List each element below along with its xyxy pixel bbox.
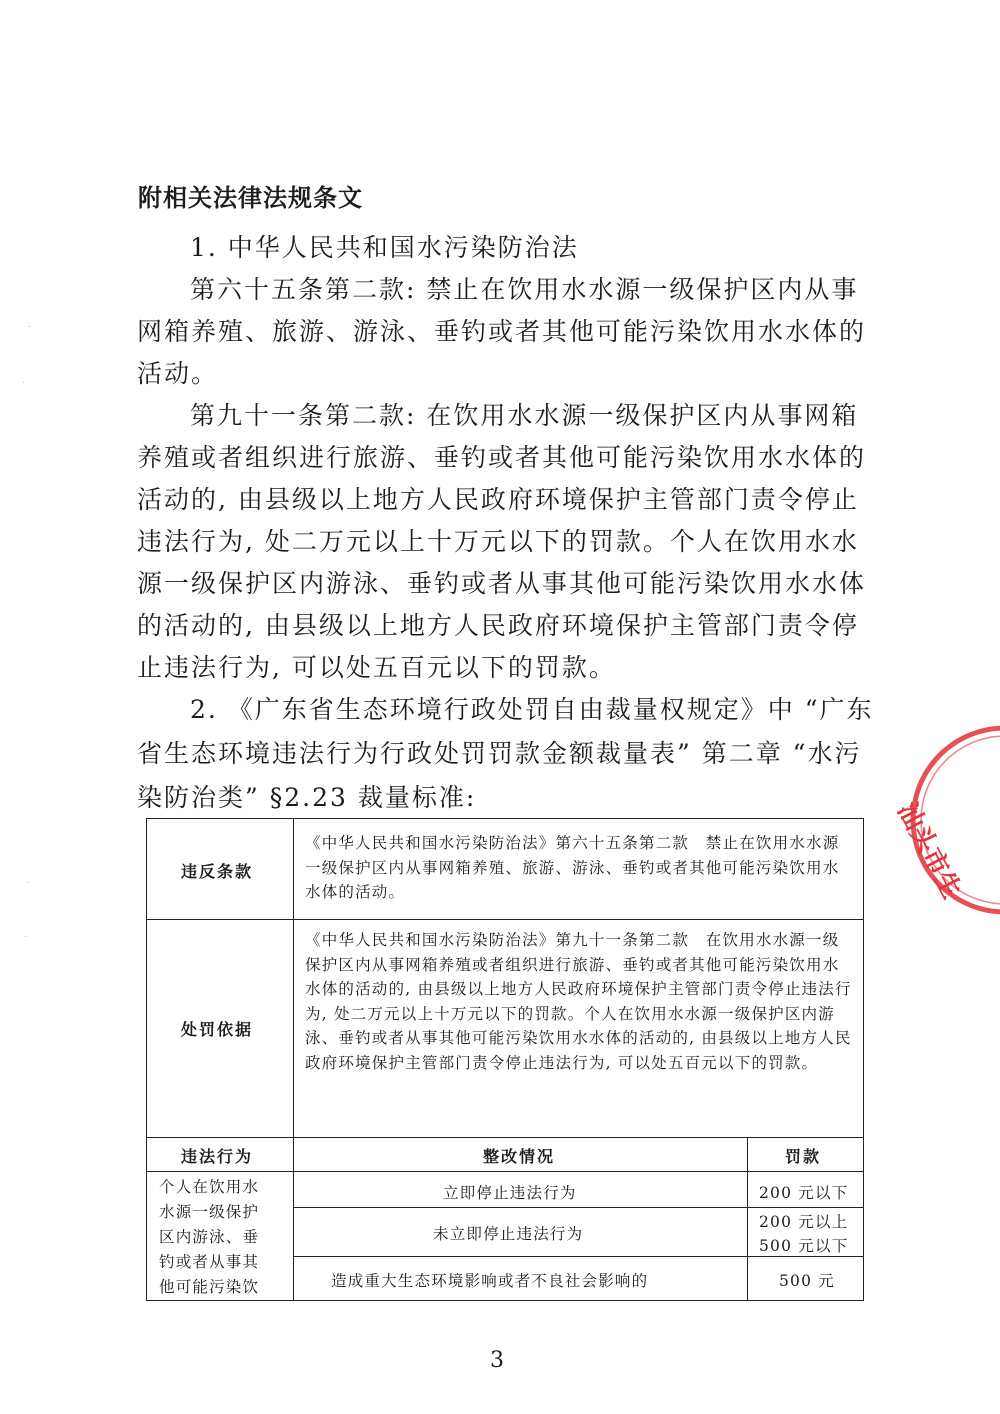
art91-line: 违法行为, 处二万元以上十万元以下的罚款。个人在饮用水水 xyxy=(137,527,859,556)
fine-cell: 200 元以上 xyxy=(759,1213,849,1231)
rectification-cell: 立即停止违法行为 xyxy=(443,1184,577,1202)
table-divider xyxy=(293,1256,863,1257)
table-divider xyxy=(293,1207,863,1208)
art91-line: 养殖或者组织进行旅游、垂钓或者其他可能污染饮用水水体的 xyxy=(137,443,867,472)
art91-line: 第九十一条第二款: 在饮用水水源一级保护区内从事网箱 xyxy=(190,401,859,430)
behavior-line: 水源一级保护 xyxy=(159,1203,260,1221)
appendix-heading: 附相关法律法规条文 xyxy=(138,184,363,212)
section2-line: 省生态环境违法行为行政处罚罚款金额裁量表” 第二章 “水污 xyxy=(137,739,862,768)
section2-line: 染防治类” §2.23 裁量标准: xyxy=(137,783,477,812)
scan-mark: · xyxy=(24,932,28,943)
scan-mark: · xyxy=(22,378,26,389)
rectification-cell: 未立即停止违法行为 xyxy=(433,1225,584,1243)
fine-cell: 500 元 xyxy=(779,1272,836,1290)
header-rectification: 整改情况 xyxy=(483,1147,556,1166)
seal-text: 汕头市生 xyxy=(891,797,967,904)
art91-line: 的活动的, 由县级以上地方人民政府环境保护主管部门责令停 xyxy=(137,611,859,640)
scan-mark: · xyxy=(28,322,32,333)
behavior-line: 区内游泳、垂 xyxy=(159,1228,260,1246)
art91-line: 活动的, 由县级以上地方人民政府环境保护主管部门责令停止 xyxy=(137,485,859,514)
scan-mark: · xyxy=(26,878,30,889)
table-divider xyxy=(293,819,294,1300)
basis-text: 《中华人民共和国水污染防治法》第九十一条第二款 在饮用水水源一级保护区内从事网箱养殖或者组织进行旅游、垂钓或者其他可能污染饮用水水体的活动的, 由县级以上地方人民政府环境保护主管部门责令停止违法行为, 处二万元以上十万元以下的罚款。个人在饮用水水源一级保护区内游泳、垂钓或者从事其他可能污染饮用水水体的活动的, 由县级以上地方人民政府环境保护主管部门责令停止违法行为, 可以处五百元以下的罚款。 xyxy=(305,931,852,1072)
header-fine: 罚款 xyxy=(785,1147,822,1166)
behavior-line: 个人在饮用水 xyxy=(159,1178,260,1196)
section1-title: 1. 中华人民共和国水污染防治法 xyxy=(190,233,579,262)
violation-text: 《中华人民共和国水污染防治法》第六十五条第二款 禁止在饮用水水源一级保护区内从事网箱养殖、旅游、游泳、垂钓或者其他可能污染饮用水水体的活动。 xyxy=(305,834,840,901)
behavior-line: 钓或者从事其 xyxy=(159,1253,260,1271)
table-divider xyxy=(147,919,863,920)
table-divider xyxy=(747,1137,748,1300)
art65-line: 第六十五条第二款: 禁止在饮用水水源一级保护区内从事 xyxy=(190,275,859,304)
art65-line: 网箱养殖、旅游、游泳、垂钓或者其他可能污染饮用水水体的 xyxy=(137,317,867,346)
discretion-table xyxy=(146,818,864,1301)
behavior-line: 他可能污染饮 xyxy=(159,1278,260,1296)
official-seal xyxy=(891,720,1000,924)
rectification-cell: 造成重大生态环境影响或者不良社会影响的 xyxy=(331,1272,649,1290)
table-divider xyxy=(147,1137,863,1138)
art91-line: 止违法行为, 可以处五百元以下的罚款。 xyxy=(137,653,616,682)
basis-label: 处罚依据 xyxy=(181,1020,254,1039)
fine-cell: 200 元以下 xyxy=(759,1184,849,1202)
art91-line: 源一级保护区内游泳、垂钓或者从事其他可能污染饮用水水体 xyxy=(137,569,867,598)
header-behavior: 违法行为 xyxy=(181,1147,254,1166)
page-number: 3 xyxy=(490,1348,504,1373)
art65-line: 活动。 xyxy=(137,359,219,388)
section2-line: 2. 《广东省生态环境行政处罚自由裁量权规定》中 “广东 xyxy=(190,695,874,724)
fine-cell: 500 元以下 xyxy=(759,1237,849,1255)
violation-label: 违反条款 xyxy=(181,862,254,881)
table-divider xyxy=(147,1171,863,1172)
